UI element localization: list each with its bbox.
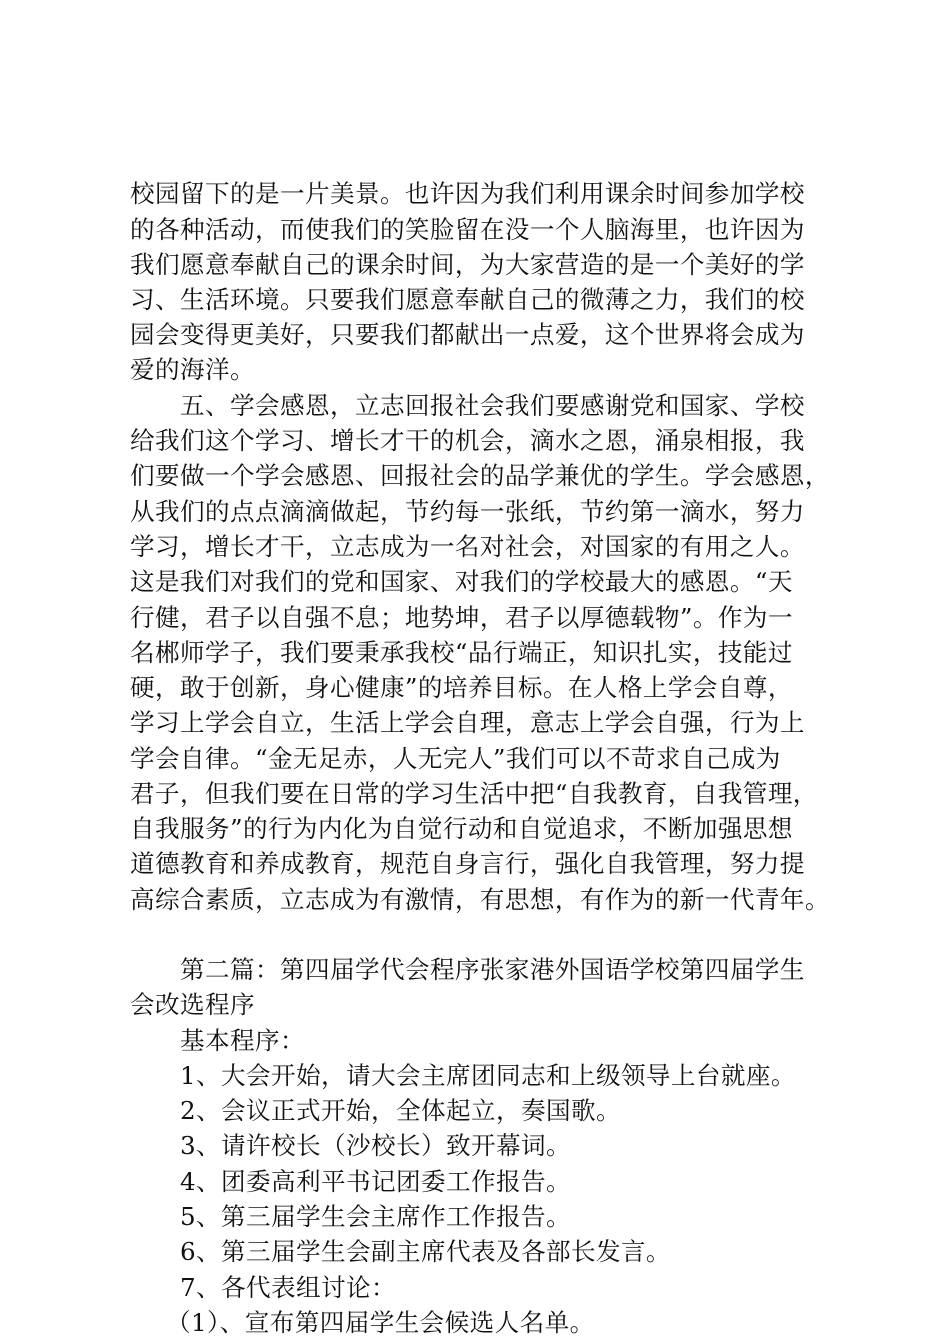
procedure-step: 2、会议正式开始，全体起立，奏国歌。 — [180, 1096, 621, 1125]
procedure-step: 6、第三届学生会副主席代表及各部长发言。 — [180, 1237, 671, 1266]
paragraph-1-line: 我们愿意奉献自己的课余时间，为大家营造的是一个美好的学 — [130, 250, 805, 279]
procedure-step: 3、请许校长（沙校长）致开幕词。 — [180, 1131, 571, 1160]
paragraph-2-line: 学习上学会自立，生活上学会自理，意志上学会自强，行为上 — [130, 708, 805, 737]
paragraph-2-line: 这是我们对我们的党和国家、对我们的学校最大的感恩。“天 — [130, 567, 793, 596]
paragraph-1-line: 校园留下的是一片美景。也许因为我们利用课余时间参加学校 — [130, 179, 805, 208]
paragraph-2-line: 硬，敢于创新，身心健康”的培养目标。在人格上学会自尊， — [130, 673, 793, 702]
paragraph-2-line: 五、学会感恩，立志回报社会我们要感谢党和国家、学校 — [180, 391, 805, 420]
paragraph-2-line: 高综合素质，立志成为有激情，有思想，有作为的新一代青年。 — [130, 885, 830, 914]
paragraph-2-line: 自我服务”的行为内化为自觉行动和自觉追求，不断加强思想 — [130, 814, 793, 843]
procedure-step: 5、第三届学生会主席作工作报告。 — [180, 1202, 571, 1231]
procedure-heading: 基本程序： — [180, 1026, 305, 1055]
paragraph-1-line: 爱的海洋。 — [130, 355, 255, 384]
paragraph-1-line: 园会变得更美好，只要我们都献出一点爱，这个世界将会成为 — [130, 320, 805, 349]
procedure-sub-step: （1）、宣布第四届学生会候选人名单。 — [166, 1308, 595, 1337]
paragraph-2-line: 给我们这个学习、增长才干的机会，滴水之恩，涌泉相报，我 — [130, 426, 805, 455]
paragraph-1-line: 的各种活动，而使我们的笑脸留在没一个人脑海里，也许因为 — [130, 215, 805, 244]
paragraph-2-line: 名郴师学子，我们要秉承我校“品行端正，知识扎实，技能过 — [130, 638, 793, 667]
paragraph-2-line: 们要做一个学会感恩、回报社会的品学兼优的学生。学会感恩， — [130, 461, 830, 490]
paragraph-2-line: 君子，但我们要在日常的学习生活中把“自我教育，自我管理， — [130, 779, 818, 808]
procedure-step: 1、大会开始，请大会主席团同志和上级领导上台就座。 — [180, 1061, 796, 1090]
section-title-line: 会改选程序 — [130, 990, 255, 1019]
paragraph-2-line: 学习，增长才干，立志成为一名对社会，对国家的有用之人。 — [130, 532, 805, 561]
procedure-step: 4、团委高利平书记团委工作报告。 — [180, 1167, 571, 1196]
section-title-line: 第二篇：第四届学代会程序张家港外国语学校第四届学生 — [180, 955, 805, 984]
paragraph-2-line: 从我们的点点滴滴做起，节约每一张纸，节约第一滴水，努力 — [130, 497, 805, 526]
paragraph-1-line: 习、生活环境。只要我们愿意奉献自己的微薄之力，我们的校 — [130, 285, 805, 314]
paragraph-2-line: 学会自律。“金无足赤，人无完人”我们可以不苛求自己成为 — [130, 744, 781, 773]
procedure-step: 7、各代表组讨论： — [180, 1273, 396, 1302]
paragraph-2-line: 行健，君子以自强不息；地势坤，君子以厚德载物”。作为一 — [130, 603, 793, 632]
paragraph-2-line: 道德教育和养成教育，规范自身言行，强化自我管理，努力提 — [130, 849, 805, 878]
